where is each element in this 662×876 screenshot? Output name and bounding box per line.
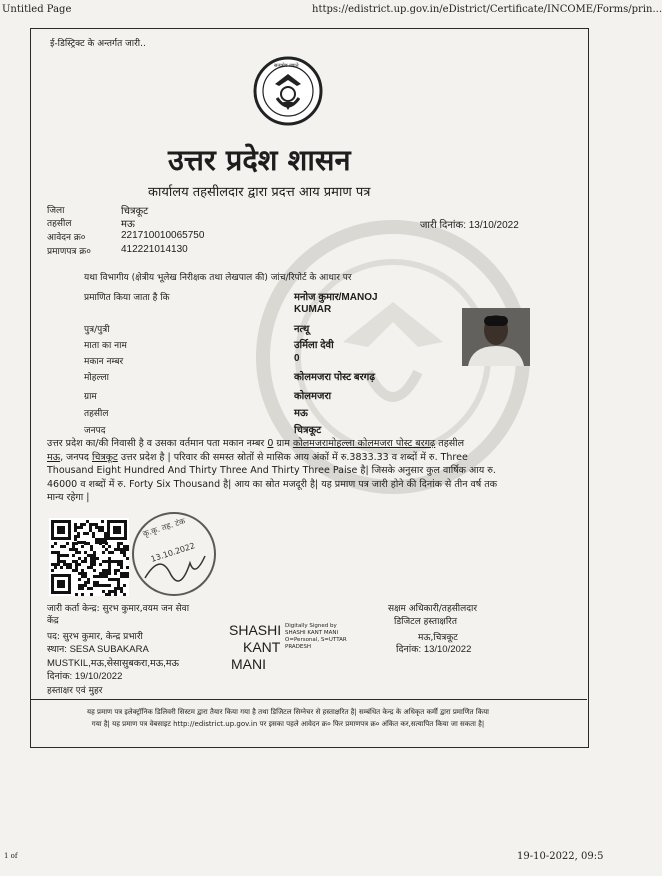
issue-date: जारी दिनांक: 13/10/2022 <box>420 220 519 231</box>
issuer-date: दिनांक: 19/10/2022 <box>47 671 123 682</box>
village-value: कोलमजरा <box>294 391 332 402</box>
competent-officer: सक्षम अधिकारी/तहसीलदार <box>388 604 478 614</box>
locality-label: मोहल्ला <box>84 373 109 383</box>
parent-value: नत्थू <box>294 324 310 335</box>
main-title: उत्तर प्रदेश शासन <box>168 143 351 177</box>
parent-label: पुत्र/पुत्री <box>84 325 110 335</box>
print-page-number: 1 of <box>4 852 18 860</box>
body-line-1: उत्तर प्रदेश का/की निवासी है व उसका वर्तमान पता मकान नम्बर 0 ग्राम कोलमजरामोहल्ला कोलमजरा पोस्ट बरगढ़ तहसील <box>47 438 465 449</box>
certificate-no-value: 412221014130 <box>121 244 188 255</box>
house-no-label: मकान नम्बर <box>84 357 124 367</box>
browser-url: https://edistrict.up.gov.in/eDistrict/Certificate/INCOME/Forms/prin... <box>312 4 662 15</box>
emblem-caption: सत्यमेव जयते <box>274 63 299 69</box>
stamp-date: 13.10.2022 <box>149 541 197 564</box>
qr-code <box>49 518 129 596</box>
janpad-label: जनपद <box>84 426 106 436</box>
applicant-photo <box>462 308 530 366</box>
tehsil-value: मऊ <box>121 219 135 230</box>
tehsil2-value: मऊ <box>294 408 308 419</box>
body-line-2: मऊ, जनपद चित्रकूट उत्तर प्रदेश है | परिवार की समस्त स्रोतों से मासिक आय अंकों में रु.3833.33 व शब्दों में रु. Three <box>47 451 468 463</box>
tehsil-label: तहसील <box>47 219 72 229</box>
district-value: चित्रकूट <box>121 206 149 217</box>
tehsil2-label: तहसील <box>84 409 109 419</box>
signature-scribble <box>140 548 210 588</box>
footer-line-1: यह प्रमाण पत्र इलेक्ट्रॉनिक डिलिवरी सिस्टम द्वारा तैयार किया गया है तथा डिजिटल सिग्नेचर से हस्ताक्षरित है| सम्बंधित केन्द्र के अधिकृत कर्मी द्वारा प्रमाणित किया <box>87 708 489 716</box>
sign-and-seal: हस्ताक्षर एवं मुहर <box>47 686 103 696</box>
house-no-value: 0 <box>294 353 300 364</box>
locality-value: कोलमजरा पोस्ट बरगढ़ <box>294 372 375 383</box>
mother-label: माता का नाम <box>84 341 127 351</box>
application-no-value: 221710010065750 <box>121 230 205 241</box>
footer-line-2: गया है| यह प्रमाण पत्र वेबसाइट http://edistrict.up.gov.in पर इसका पहले आवेदन क्र० फिर प्रमाणपत्र क्र० अंकित कर,सत्यापित किया जा सकता है| <box>91 720 485 728</box>
certificate-body <box>47 437 533 505</box>
digitally-signed: डिजिटल हस्ताक्षरित <box>394 617 457 627</box>
issued-under-text: ई-डिस्ट्रिक्ट के अन्तर्गत जारी.. <box>50 39 146 49</box>
issuer-place-2: MUSTKIL,मऊ,सेसासुबकरा,मऊ,मऊ <box>47 658 179 669</box>
body-line-3: Thousand Eight Hundred And Thirty Three And Thirty Three Paise है| जिसके अनुसार कुल वार्षिक आय रु. <box>47 465 496 476</box>
officer-location: मऊ,चित्रकूट <box>418 633 458 643</box>
body-line-4: 46000 व शब्दों में रु. Forty Six Thousand है| आय का स्रोत मजदूरी है| यह प्रमाण पत्र जारी होने की दिनांक से तीन वर्ष तक <box>47 478 498 490</box>
certify-text: प्रमाणित किया जाता है कि <box>84 293 170 303</box>
issuer-post: पद: सुरभ कुमार, केन्द्र प्रभारी <box>47 632 143 642</box>
issuer-place: स्थान: SESA SUBAKARA <box>47 644 149 655</box>
applicant-name-2: KUMAR <box>294 304 332 315</box>
application-no-label: आवेदन क्र० <box>47 233 86 243</box>
print-datetime: 19-10-2022, 09:5 <box>517 851 604 862</box>
officer-date: दिनांक: 13/10/2022 <box>396 644 472 655</box>
stamp-text: कृ.कृ. तह. टंक <box>141 516 187 539</box>
footer-note <box>48 706 528 730</box>
janpad-value: चित्रकूट <box>294 425 322 436</box>
applicant-name: मनोज कुमार/MANOJ <box>294 292 378 303</box>
footer-divider <box>30 699 587 700</box>
body-line-5: मान्य रहेगा | <box>47 492 90 503</box>
mother-value: उर्मिला देवी <box>294 340 334 351</box>
browser-tab-title: Untitled Page <box>2 4 72 15</box>
intro-text: यथा विभागीय (क्षेत्रीय भूलेख निरीक्षक तथा लेखपाल की) जांच/रिपोर्ट के आधार पर <box>84 273 352 283</box>
subtitle: कार्यालय तहसीलदार द्वारा प्रदत्त आय प्रमाण पत्र <box>148 185 371 200</box>
district-label: जिला <box>47 206 65 216</box>
village-label: ग्राम <box>84 392 97 402</box>
certificate-no-label: प्रमाणपत्र क्र० <box>47 247 91 257</box>
issuer-center-2: केंद्र <box>47 616 59 626</box>
issuer-center: जारी कर्ता केन्द्र: सुरभ कुमार,वयम जन सेवा <box>47 604 190 614</box>
